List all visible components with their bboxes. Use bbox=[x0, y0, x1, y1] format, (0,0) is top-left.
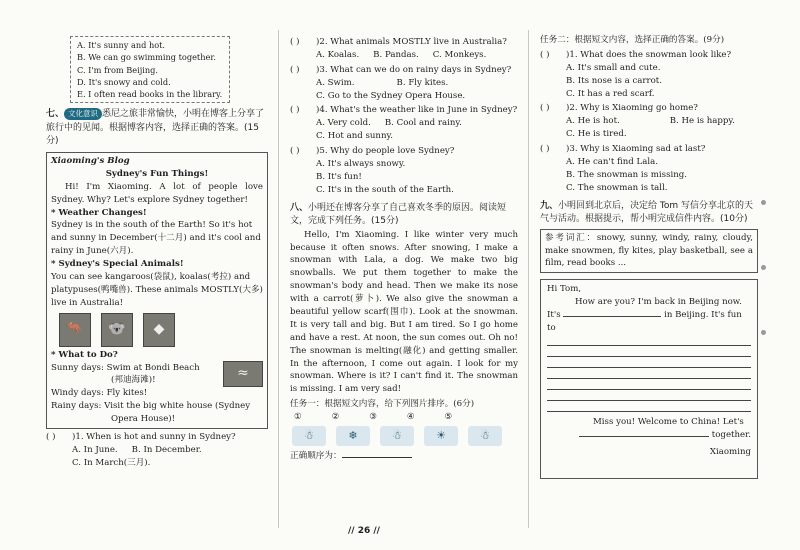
culture-badge: 文化意识 bbox=[64, 108, 102, 120]
letter-greeting: Hi Tom, bbox=[547, 284, 582, 295]
question-3: ( ) )3. What can we do on rainy days in Sydney? A. Swim. B. Fly kites. C. Go to the Sydney Opera House. bbox=[290, 64, 518, 103]
todo-heading: * What to Do? bbox=[51, 349, 118, 360]
option: C. Monkeys. bbox=[432, 49, 487, 60]
question-t2-2: ( ) )2. Why is Xiaoming go home? A. He is hot. B. He is happy. C. He is tired. bbox=[540, 102, 758, 141]
letter-welcome: Miss you! Welcome to China! Let's bbox=[593, 416, 744, 427]
blog-title: Xiaoming's Blog bbox=[51, 155, 130, 166]
writing-line[interactable] bbox=[547, 357, 751, 368]
option-a: A. It's sunny and hot. bbox=[77, 40, 166, 50]
option-b: B. We can go swimming together. bbox=[77, 52, 216, 63]
column-left bbox=[46, 36, 268, 470]
letter-together: together. bbox=[547, 429, 751, 442]
snowman-picture: ☃ bbox=[380, 426, 414, 446]
section-9-header: 九、小明回到北京后，决定给 Tom 写信分享北京的天气与活动。根据提示，帮小明完成信件内容。(10分) bbox=[540, 200, 753, 225]
writing-line[interactable] bbox=[547, 390, 751, 401]
todo-rainy: Rainy days: Visit the big white house (Sydney bbox=[51, 401, 251, 412]
story-text: Hello, I'm Xiaoming. I like winter very much because it often snows. After snowing, I make a snowman with Lala, a dog. We make two big snowballs. We put them together to make the snowman's body and head. Then we make its nose with a carrot(萝卜). We also give the snowman a beautiful yellow scarf(围巾). Look at the snowman. It is very tall and big. But I am tired. So I go home and have a rest. At noon, the sun comes out. Oh no! The snowman is melting(融化) and getting smaller. In the afternoon, I come out again. I look for my snowman. Where is it? I can't find it. The snowman is missing. I am very sad! bbox=[290, 229, 518, 395]
todo-rainy-2: Opera House)! bbox=[111, 414, 176, 425]
snowman-picture: ☃ bbox=[292, 426, 326, 446]
page-number: // 26 // bbox=[348, 525, 380, 536]
option: A. It's small and cute. bbox=[566, 62, 661, 73]
blank-together[interactable] bbox=[579, 429, 709, 437]
blog-intro: Hi! I'm Xiaoming. A lot of people love Sydney. Why? Let's explore Sydney together! bbox=[51, 181, 263, 205]
order-answer-line[interactable] bbox=[342, 450, 412, 458]
option-d: D. It's snowy and cold. bbox=[77, 76, 171, 87]
koala-photo: 🐨 bbox=[101, 313, 133, 347]
task-2-header: 任务二：根据短文内容，选择正确的答案。(9分) bbox=[540, 35, 725, 45]
letter-line-1: How are you? I'm back in Beijing now. bbox=[575, 297, 742, 308]
blank-weather[interactable] bbox=[563, 309, 661, 317]
weather-text: Sydney is in the south of the Earth! So it's hot and sunny in December(十二月) and it's cool and rainy in June(六月). bbox=[51, 220, 261, 257]
option: A. Very cold. bbox=[316, 118, 371, 129]
question-4: ( ) )4. What's the weather like in June in Sydney? A. Very cold. B. Cool and rainy. C. Hot and sunny. bbox=[290, 105, 518, 142]
option-e: E. I often read books in the library. bbox=[77, 89, 223, 100]
option: B. It's fun! bbox=[316, 171, 362, 182]
option: A. He is hot. bbox=[566, 116, 620, 127]
platypus-photo: ◆ bbox=[143, 313, 175, 347]
option: A. It's always snowy. bbox=[316, 159, 406, 170]
question-2: ( ) )2. What animals MOSTLY live in Australia? A. Koalas. B. Pandas. C. Monkeys. bbox=[290, 37, 507, 60]
option-c: C. I'm from Beijing. bbox=[77, 64, 159, 75]
question-1: ( ) )1. When is hot and sunny in Sydney? A. In June. B. In December. C. In March(三月). bbox=[46, 431, 268, 470]
snowman-picture: ❄ bbox=[336, 426, 370, 446]
writing-line[interactable] bbox=[547, 368, 751, 379]
letter-signature: Xiaoming bbox=[709, 446, 751, 457]
task-1-header: 任务一：根据短文内容，给下列图片排序。(6分) bbox=[290, 399, 475, 410]
writing-line[interactable] bbox=[547, 379, 751, 390]
option: C. In March(三月). bbox=[72, 457, 151, 468]
reference-words: 参考词汇：snowy, sunny, windy, rainy, cloudy, make snowmen, fly kites, play basketball, see a film, read books ... bbox=[540, 229, 758, 274]
option: C. It has a red scarf. bbox=[566, 88, 655, 99]
todo-row bbox=[51, 349, 263, 388]
question-5: ( ) )5. Why do people love Sydney? A. It's always snowy. B. It's fun! C. It's in the south of the Earth. bbox=[290, 145, 518, 197]
option: B. Pandas. bbox=[373, 49, 419, 60]
option: A. Koalas. bbox=[316, 49, 360, 60]
option: C. Go to the Sydney Opera House. bbox=[316, 90, 466, 101]
order-answer: 正确顺序为： bbox=[290, 450, 518, 463]
option: C. It's in the south of the Earth. bbox=[316, 184, 454, 195]
blog-box bbox=[46, 152, 268, 429]
option: A. He can't find Lala. bbox=[566, 157, 658, 168]
question-t2-3: ( ) )3. Why is Xiaoming sad at last? A. He can't find Lala. B. The snowman is missing. C. The snowman is tall. bbox=[540, 143, 758, 195]
column-right bbox=[540, 34, 758, 479]
binding-hole bbox=[761, 330, 766, 335]
question-t2-1: ( ) )1. What does the snowman look like? A. It's small and cute. B. Its nose is a carrot. C. It has a red scarf. bbox=[540, 49, 758, 101]
option: A. In June. bbox=[72, 444, 118, 455]
kangaroo-photo: 🦘 bbox=[59, 313, 91, 347]
writing-line[interactable] bbox=[547, 346, 751, 357]
writing-line[interactable] bbox=[547, 335, 751, 346]
option: C. He is tired. bbox=[566, 129, 627, 140]
column-divider bbox=[528, 30, 529, 528]
snowman-picture: ☀ bbox=[424, 426, 458, 446]
letter-box bbox=[540, 279, 758, 479]
binding-holes bbox=[761, 200, 766, 335]
weather-heading: * Weather Changes! bbox=[51, 207, 147, 218]
column-middle bbox=[290, 34, 518, 463]
option: B. Its nose is a carrot. bbox=[566, 75, 662, 86]
section-8-header: 八、小明还在博客分享了自己喜欢冬季的原因。阅读短文，完成下列任务。(15分) bbox=[290, 202, 507, 227]
binding-hole bbox=[761, 265, 766, 270]
animals-text: You can see kangaroos(袋鼠), koalas(考拉) and platypuses(鸭嘴兽). These animals MOSTLY(大多) live in Australia! bbox=[51, 272, 263, 308]
option: B. The snowman is missing. bbox=[566, 169, 688, 180]
todo-windy: Windy days: Fly kites! bbox=[51, 388, 148, 399]
option: B. He is happy. bbox=[669, 116, 735, 127]
beach-photo: ≈ bbox=[223, 361, 263, 387]
option-box bbox=[70, 36, 230, 103]
blog-subtitle: Sydney's Fun Things! bbox=[105, 168, 209, 179]
letter-line-2: It's in Beijing. It's fun to bbox=[547, 310, 742, 334]
option: B. In December. bbox=[131, 444, 202, 455]
snowman-picture: ☃ bbox=[468, 426, 502, 446]
option: C. The snowman is tall. bbox=[566, 182, 668, 193]
picture-numbers: ① ② ③ ④ ⑤ bbox=[294, 412, 453, 423]
todo-sunny-cn: (邦迪海滩)! bbox=[111, 375, 156, 386]
animals-heading: * Sydney's Special Animals! bbox=[51, 259, 184, 270]
binding-hole bbox=[761, 200, 766, 205]
option: C. Hot and sunny. bbox=[316, 131, 393, 142]
option: A. Swim. bbox=[316, 77, 355, 88]
writing-line[interactable] bbox=[547, 401, 751, 412]
column-divider bbox=[278, 30, 279, 528]
section-7-header: 七、 文化意识 悉尼之旅非常愉快，小明在博客上分享了旅行中的见闻。根据博客内容，选择正确的答案。(15分) bbox=[46, 109, 265, 147]
option: B. Cool and rainy. bbox=[384, 118, 462, 129]
story-pictures bbox=[292, 426, 518, 446]
animal-photos bbox=[59, 313, 263, 347]
option: B. Fly kites. bbox=[396, 77, 449, 88]
todo-sunny: Sunny days: Swim at Bondi Beach bbox=[51, 362, 200, 373]
